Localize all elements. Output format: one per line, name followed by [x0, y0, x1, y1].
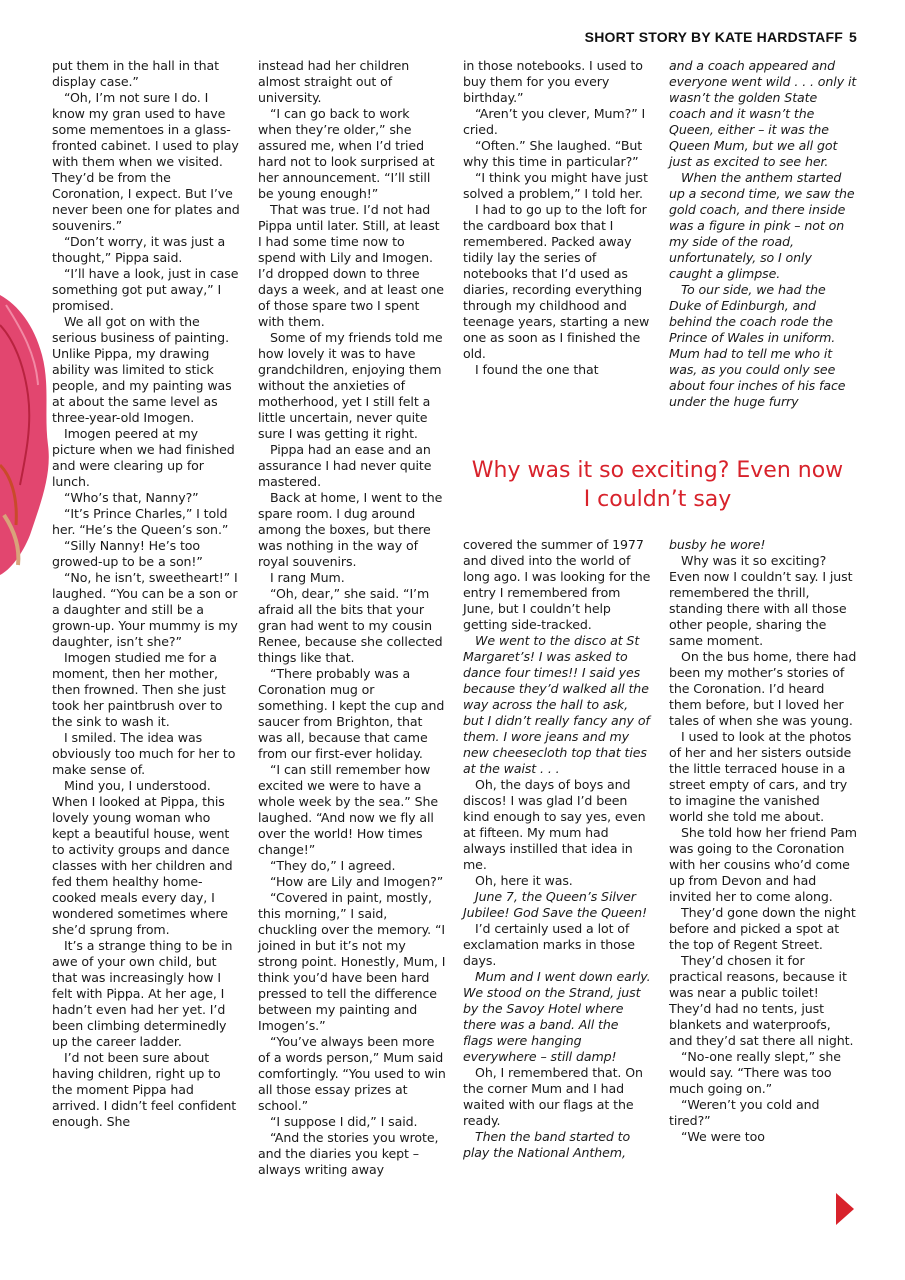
paragraph: “Weren’t you cold and tired?”	[669, 1097, 820, 1128]
paragraph: I had to go up to the loft for the cardboard box that I remembered. Packed away tidily lay the series of notebooks that I’d used as diaries, recording everything through my childhood and teenage years, starting a new one as soon as I finished the old.	[463, 202, 650, 361]
paragraph: Mind you, I understood. When I looked at Pippa, this lovely young woman who kept a beautiful house, went to activity groups and dance classes with her children and fed them healthy home-cooked meals every day, I wondered sometimes where she’d sprung from.	[52, 778, 233, 937]
paragraph: It’s a strange thing to be in awe of your own child, but that was increasingly how I felt with Pippa. At her age, I hadn’t even had her yet. I’d been climbing determinedly up the career ladder.	[52, 938, 233, 1049]
paragraph: “I suppose I did,” I said.	[270, 1114, 418, 1129]
paragraph: “Who’s that, Nanny?”	[64, 490, 199, 505]
paragraph: I’d certainly used a lot of exclamation marks in those days.	[463, 921, 635, 968]
paragraph: “There probably was a Coronation mug or something. I kept the cup and saucer from Brighton, that was all, because that came from our first-ever holiday.	[258, 666, 445, 761]
paragraph: Imogen peered at my picture when we had finished and were clearing up for lunch.	[52, 426, 235, 489]
paragraph: “We were too	[681, 1129, 765, 1144]
paragraph: “Often.” She laughed. “But why this time in particular?”	[463, 138, 643, 169]
paragraph: in those notebooks. I used to buy them for you every birthday.”	[463, 58, 643, 105]
paragraph: “Silly Nanny! He’s too growed-up to be a son!”	[52, 538, 203, 569]
paragraph: instead had her children almost straight out of university.	[258, 58, 410, 105]
illustration-fragment	[0, 285, 52, 585]
paragraph: I rang Mum.	[270, 570, 345, 585]
paragraph: busby he wore!	[669, 537, 766, 552]
continue-arrow-icon	[836, 1193, 854, 1225]
paragraph: I’d not been sure about having children, right up to the moment Pippa had arrived. I didn’t feel confident enough. She	[52, 1050, 237, 1129]
paragraph: When the anthem started up a second time, we saw the gold coach, and there inside was a figure in pink – not on my side of the road, unfortunately, so I only caught a glimpse.	[669, 170, 855, 281]
paragraph: I smiled. The idea was obviously too much for her to make sense of.	[52, 730, 236, 777]
paragraph: That was true. I’d not had Pippa until later. Still, at least I had some time now to spend with Lily and Imogen. I’d dropped down to three days a week, and at least one of those spare two I spent with them.	[258, 202, 444, 329]
paragraph: On the bus home, there had been my mother’s stories of the Coronation. I’d heard them before, but I loved her tales of when she was young.	[669, 649, 857, 728]
paragraph: “I think you might have just solved a problem,” I told her.	[463, 170, 648, 201]
paragraph: Then the band started to play the National Anthem,	[463, 1129, 631, 1160]
column-2	[258, 58, 446, 1178]
paragraph: We all got on with the serious business of painting. Unlike Pippa, my drawing ability was limited to stick people, and my painting was at about the same level as three-year-old Imogen.	[52, 314, 232, 425]
paragraph: They’d chosen it for practical reasons, because it was near a public toilet! They’d had no tents, just blankets and waterproofs, and they’d sat there all night.	[669, 953, 854, 1048]
story-byline: SHORT STORY BY KATE HARDSTAFF	[584, 29, 843, 45]
column-4-bottom	[669, 537, 857, 1145]
paragraph: “How are Lily and Imogen?”	[270, 874, 444, 889]
paragraph: To our side, we had the Duke of Edinburgh, and behind the coach rode the Prince of Wales in uniform. Mum had to tell me who it was, as you could only see about four inches of his face under the huge furry	[669, 282, 846, 409]
paragraph: “I can go back to work when they’re older,” she assured me, when I’d tried hard not to look surprised at her announcement. “I’ll still be young enough!”	[258, 106, 435, 201]
paragraph: “They do,” I agreed.	[270, 858, 396, 873]
page-header	[585, 29, 857, 45]
paragraph: June 7, the Queen’s Silver Jubilee! God Save the Queen!	[463, 889, 647, 920]
column-4-top	[669, 58, 857, 410]
paragraph: and a coach appeared and everyone went wild . . . only it wasn’t the golden State coach and it wasn’t the Queen, either – it was the Queen Mum, but we all got just as excited to see her.	[669, 58, 857, 169]
paragraph: “No-one really slept,” she would say. “There was too much going on.”	[669, 1049, 841, 1096]
paragraph: Imogen studied me for a moment, then her mother, then frowned. Then she just took her paintbrush over to the sink to wash it.	[52, 650, 226, 729]
paragraph: Back at home, I went to the spare room. I dug around among the boxes, but there was nothing in the way of royal souvenirs.	[258, 490, 443, 569]
paragraph: put them in the hall in that display case.”	[52, 58, 219, 89]
paragraph: Oh, I remembered that. On the corner Mum and I had waited with our flags at the ready.	[463, 1065, 643, 1128]
column-3-bottom	[463, 537, 651, 1161]
paragraph: Pippa had an ease and an assurance I had never quite mastered.	[258, 442, 432, 489]
paragraph: I used to look at the photos of her and her sisters outside the little terraced house in a street empty of cars, and try to imagine the vanished world she told me about.	[669, 729, 852, 824]
paragraph: “No, he isn’t, sweetheart!” I laughed. “You can be a son or a daughter and still be a grown-up. Your mummy is my daughter, isn’t she?”	[52, 570, 238, 649]
paragraph: I found the one that	[475, 362, 599, 377]
pull-quote: Why was it so exciting? Even now I couldn’t say	[471, 458, 844, 512]
paragraph: She told how her friend Pam was going to the Coronation with her cousins who’d come up from Devon and had invited her to come along.	[669, 825, 857, 904]
paragraph: “I can still remember how excited we were to have a whole week by the sea.” She laughed. “And now we fly all over the world! How times change!”	[258, 762, 439, 857]
paragraph: “I’ll have a look, just in case something got put away,” I promised.	[52, 266, 239, 313]
paragraph: covered the summer of 1977 and dived into the world of long ago. I was looking for the entry I remembered from June, but I couldn’t help getting side-tracked.	[463, 537, 651, 632]
paragraph: Oh, here it was.	[475, 873, 573, 888]
paragraph: They’d gone down the night before and picked a spot at the top of Regent Street.	[669, 905, 856, 952]
column-1	[52, 58, 240, 1130]
column-3-top	[463, 58, 651, 378]
paragraph: “Oh, I’m not sure I do. I know my gran used to have some mementoes in a glass-fronted cabinet. I used to play with them when we visited. They’d be from the Coronation, I expect. But I’ve never been one for plates and souvenirs.”	[52, 90, 240, 233]
paragraph: “You’ve always been more of a words person,” Mum said comfortingly. “You used to win all those essay prizes at school.”	[258, 1034, 446, 1113]
page-number: 5	[849, 29, 857, 45]
paragraph: Mum and I went down early. We stood on the Strand, just by the Savoy Hotel where there was a band. All the flags were hanging everywhere – still damp!	[463, 969, 651, 1064]
paragraph: “Aren’t you clever, Mum?” I cried.	[463, 106, 646, 137]
paragraph: Why was it so exciting? Even now I couldn’t say. I just remembered the thrill, standing there with all those other people, sharing the same moment.	[669, 553, 853, 648]
paragraph: “Oh, dear,” she said. “I’m afraid all the bits that your gran had went to my cousin Renee, because she collected things like that.	[258, 586, 443, 665]
paragraph: “Don’t worry, it was just a thought,” Pippa said.	[52, 234, 226, 265]
paragraph: We went to the disco at St Margaret’s! I was asked to dance four times!! I said yes because they’d walked all the way across the hall to ask, but I didn’t really fancy any of them. I wore jeans and my new cheesecloth top that ties at the waist . . .	[463, 633, 650, 776]
paragraph: Oh, the days of boys and discos! I was glad I’d been kind enough to say yes, even at fifteen. My mum had always instilled that idea in me.	[463, 777, 646, 872]
paragraph: Some of my friends told me how lovely it was to have grandchildren, enjoying them without the anxieties of motherhood, yet I still felt a little uncertain, never quite sure I was getting it right.	[258, 330, 443, 441]
paragraph: “And the stories you wrote, and the diaries you kept – always writing away	[258, 1130, 439, 1177]
paragraph: “It’s Prince Charles,” I told her. “He’s the Queen’s son.”	[52, 506, 229, 537]
paragraph: “Covered in paint, mostly, this morning,” I said, chuckling over the memory. “I joined in but it’s not my strong point. Honestly, Mum, I think you’d have been hard pressed to tell the difference between my painting and Imogen’s.”	[258, 890, 446, 1033]
